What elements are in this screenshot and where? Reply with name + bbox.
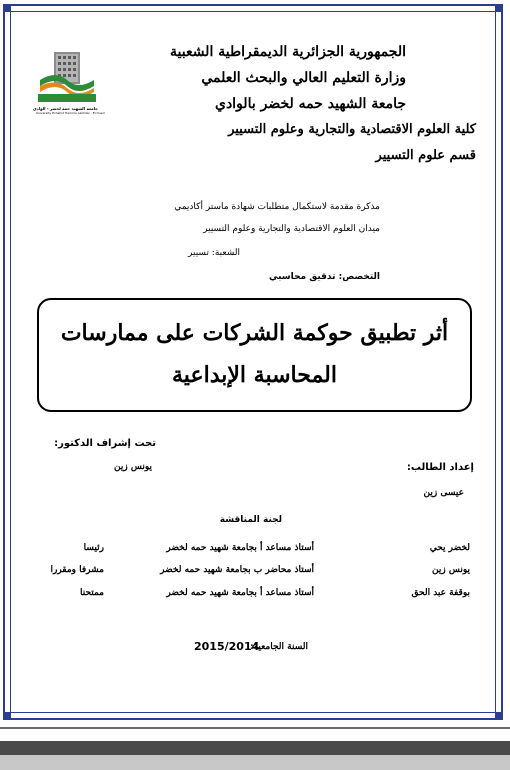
- committee-member-role: مشرفا ومقررا: [50, 565, 104, 575]
- university-logo-icon: [33, 46, 105, 118]
- header-ministry: وزارة التعليم العالي والبحث العلمي: [201, 70, 406, 86]
- corner-ornament: [3, 4, 11, 12]
- committee-member-role: ممتحنا: [79, 588, 104, 598]
- thesis-title-line-2: المحاسبة الإبداعية: [172, 362, 337, 388]
- thesis-specialty: التخصص: تدقيق محاسبي: [269, 272, 380, 282]
- committee-member-title: أستاذ مساعد أ بجامعة شهيد حمه لخضر: [166, 543, 314, 553]
- header-department: قسم علوم التسيير: [375, 148, 476, 163]
- committee-heading: لجنة المناقشة: [219, 515, 282, 525]
- committee-member-name: يونس زين: [432, 565, 470, 575]
- committee-member-role: رئيسا: [83, 543, 104, 553]
- supervisor-label: تحت إشراف الدكتور:: [54, 438, 156, 449]
- corner-ornament: [3, 712, 11, 720]
- student-name: عيسى زين: [423, 488, 464, 498]
- bottom-bar-dark: [0, 741, 510, 755]
- academic-year-value: 2015/2014: [194, 640, 260, 653]
- header-republic: الجمهورية الجزائرية الديمقراطية الشعبية: [169, 44, 406, 60]
- committee-member-name: بوقفة عبد الحق: [411, 588, 470, 598]
- logo-caption-ar: جامعة الشهيد حمه لخضر - الوادي: [33, 106, 98, 111]
- academic-year-label: السنة الجامعية:: [250, 642, 308, 652]
- thesis-field: ميدان العلوم الاقتصادية والتجارية وعلوم التسيير: [203, 224, 380, 234]
- header-faculty: كلية العلوم الاقتصادية والتجارية وعلوم التسيير: [228, 122, 476, 137]
- bottom-divider: [0, 727, 510, 729]
- committee-member-name: لخضر يحي: [429, 543, 470, 553]
- thesis-title-line-1: أثر تطبيق حوكمة الشركات على ممارسات: [60, 320, 449, 346]
- committee-member-title: أستاذ مساعد أ بجامعة شهيد حمه لخضر: [166, 588, 314, 598]
- header-university: جامعة الشهيد حمه لخضر بالوادي: [214, 96, 406, 112]
- thesis-branch: الشعبة: تسيير: [188, 248, 240, 258]
- corner-ornament: [495, 4, 503, 12]
- supervisor-name: يونس زين: [114, 462, 152, 472]
- thesis-title-box: [37, 298, 472, 412]
- bottom-bar-light: [0, 755, 510, 770]
- committee-member-title: أستاذ محاضر ب بجامعة شهيد حمه لخضر: [160, 565, 314, 575]
- corner-ornament: [495, 712, 503, 720]
- thesis-memo: مذكرة مقدمة لاستكمال متطلبات شهادة ماستر أكاديمي: [174, 202, 380, 212]
- student-label: إعداد الطالب:: [406, 462, 474, 473]
- logo-caption-en: University Echahid Hamma Lakhdar - El Oued: [36, 111, 105, 115]
